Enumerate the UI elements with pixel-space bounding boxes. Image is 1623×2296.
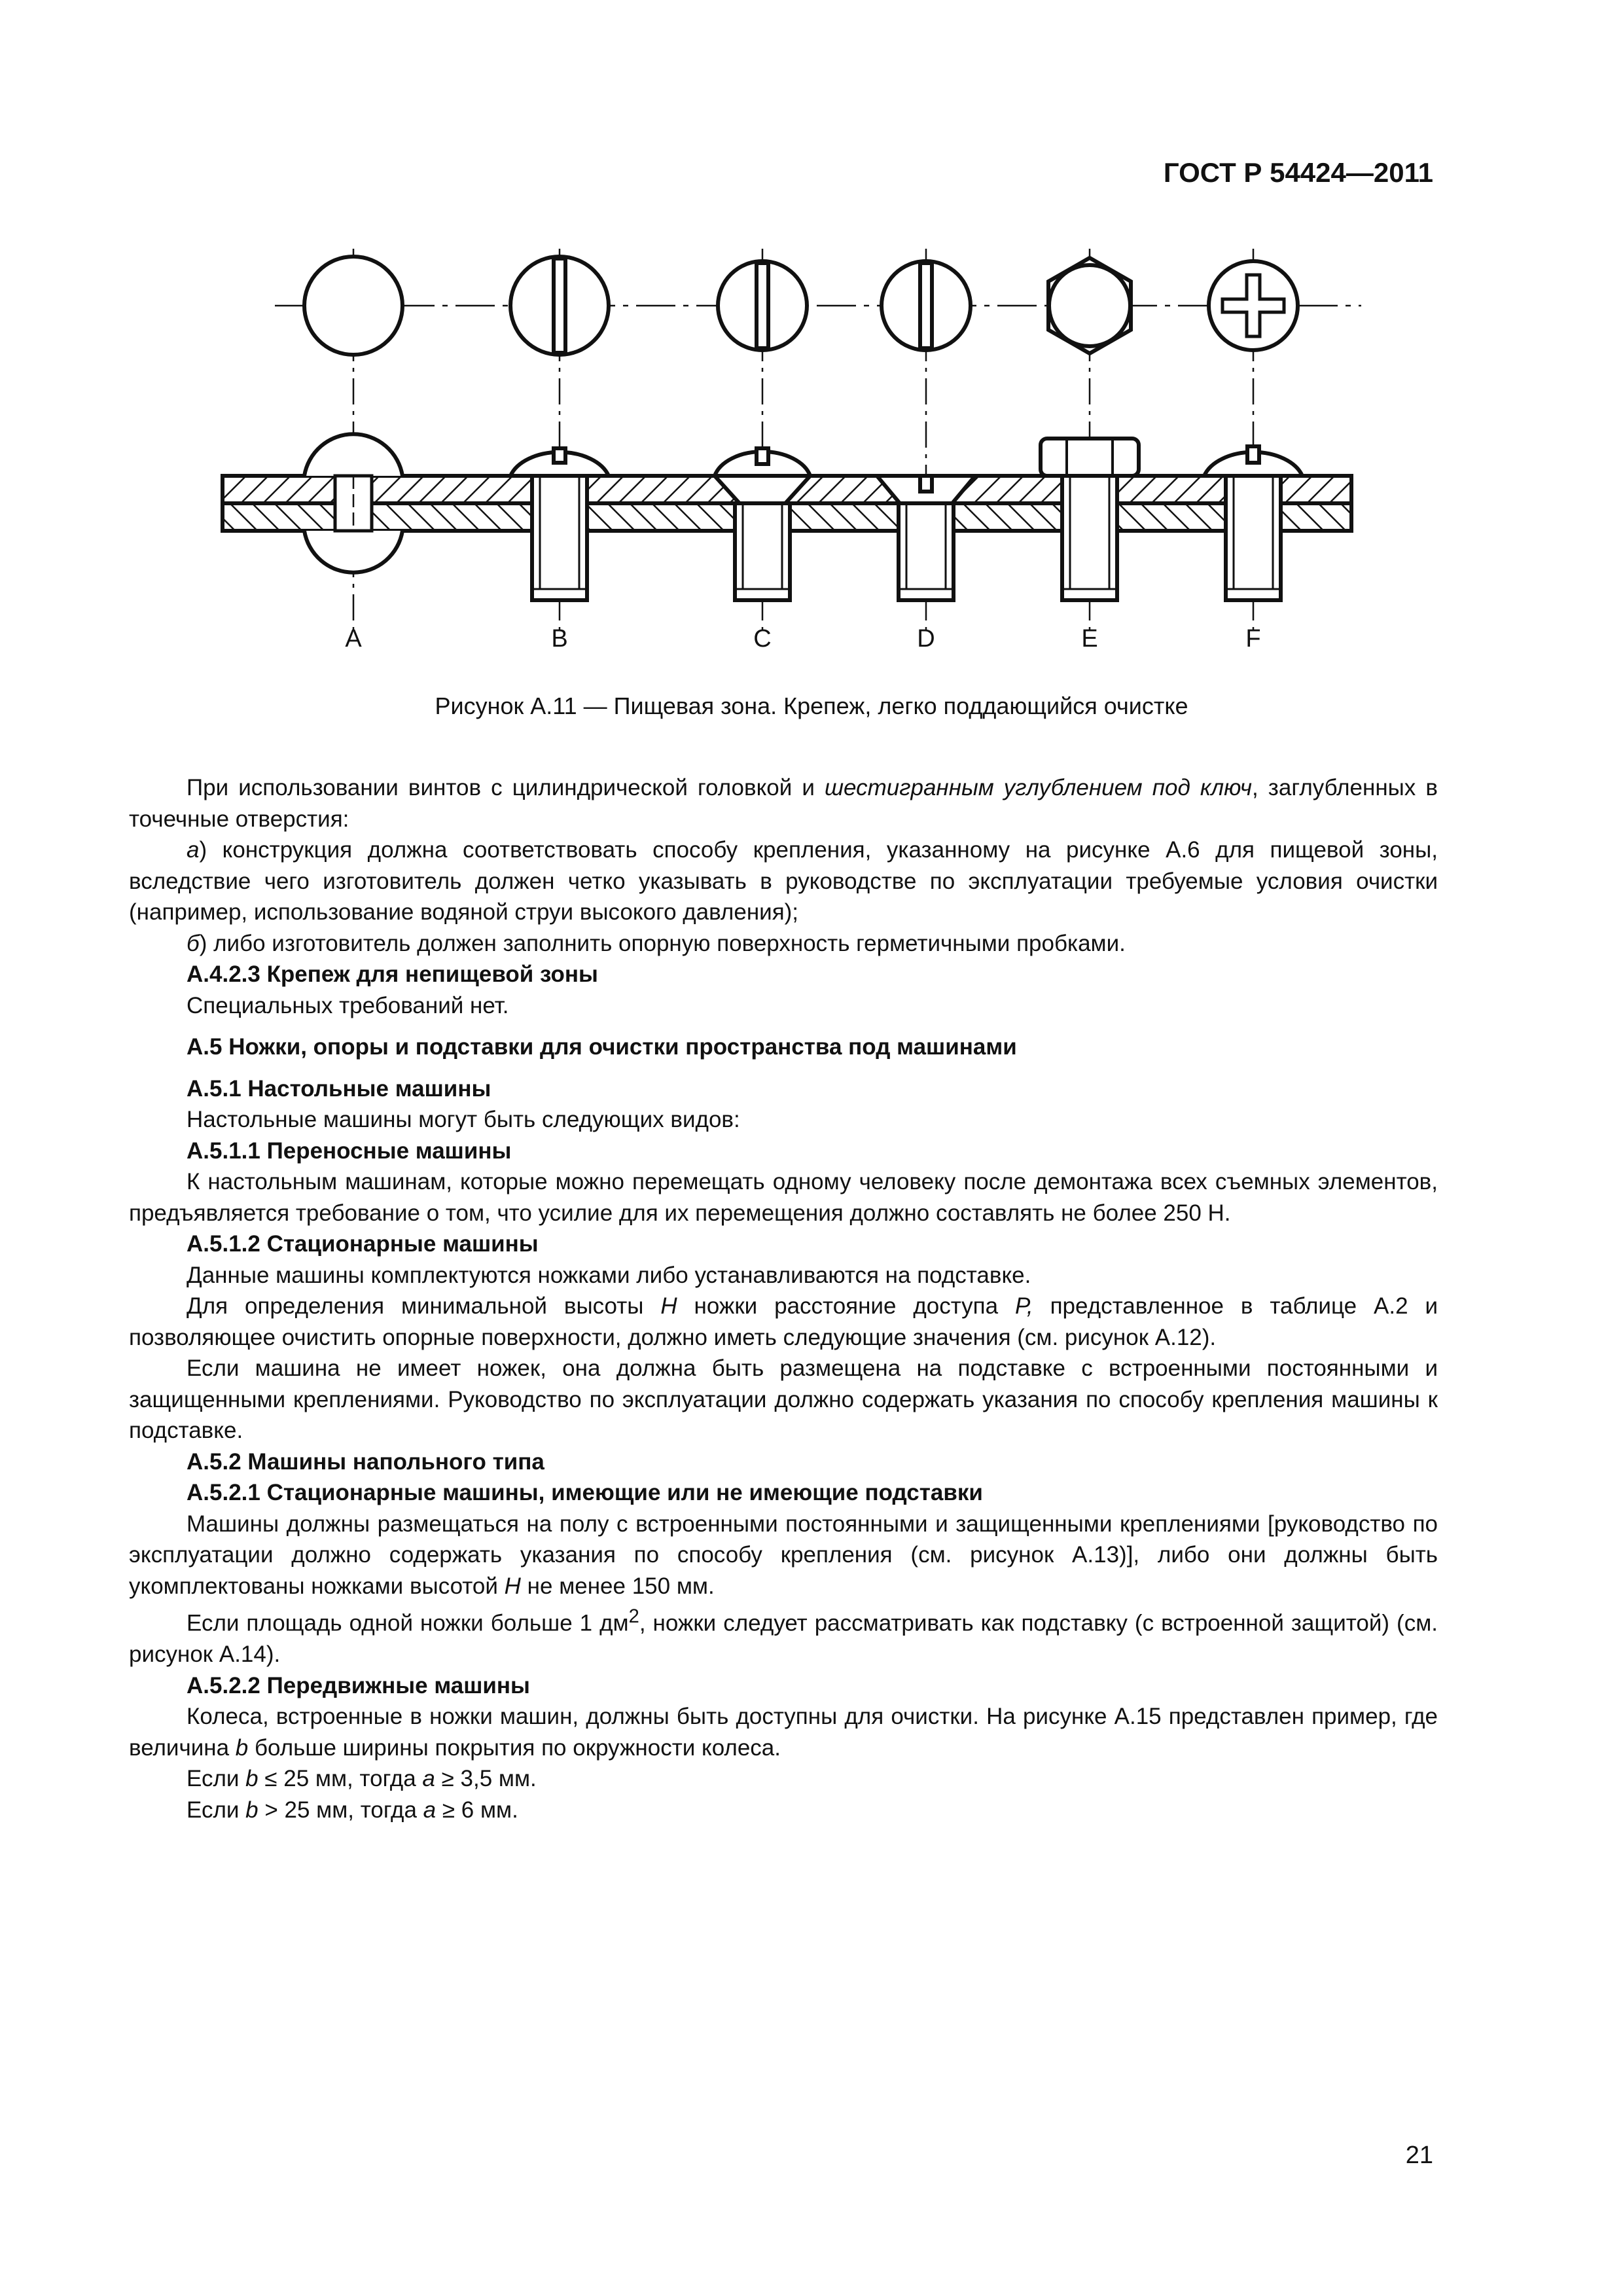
paragraph: Колеса, встроенные в ножки машин, должны быть доступны для очистки. На рисунке А.15 представлен пример, где величина b больше ширины покрытия по окружности колеса. bbox=[129, 1704, 1438, 1761]
page-number: 21 bbox=[1405, 2142, 1433, 2169]
paragraph: Для определения минимальной высоты Н ножки расстояние доступа Р, представленное в таблице А.2 и позволяющее очистить опорные поверхности, должно иметь следующие значения (см. рисунок А.12). bbox=[129, 1293, 1438, 1350]
figure-labels bbox=[0, 625, 1623, 664]
paragraph: Если b > 25 мм, тогда а ≥ 6 мм. bbox=[187, 1797, 518, 1823]
figure-caption: Рисунок А.11 — Пищевая зона. Крепеж, легко поддающийся очистке bbox=[435, 692, 1188, 719]
paragraph: Настольные машины могут быть следующих видов: bbox=[187, 1107, 740, 1132]
section-heading: А.5.1.1 Переносные машины bbox=[187, 1138, 512, 1164]
fastener-figure bbox=[190, 242, 1433, 661]
list-item: а) конструкция должна соответствовать способу крепления, указанному на рисунке А.6 для пищевой зоны, вследствие чего изготовитель должен четко указывать в руководстве по эксплуатации требуемые условия очистки (например, использование водяной струи высокого давления); bbox=[129, 837, 1438, 925]
figure-label-b: B bbox=[551, 625, 568, 653]
paragraph: Машины должны размещаться на полу с встроенными постоянными и защищенными креплениями [руководство по эксплуатации должно содержать указания по способу крепления (см. рисунок А.13)], либо они должны быть укомплектованы ножками высотой Н не менее 150 мм. bbox=[129, 1511, 1438, 1599]
document-body bbox=[129, 772, 1438, 1825]
document-id: ГОСТ Р 54424—2011 bbox=[1163, 157, 1433, 188]
section-heading: А.5.1.2 Стационарные машины bbox=[187, 1231, 539, 1257]
paragraph: Если машина не имеет ножек, она должна быть размещена на подставке с встроенными постоянными и защищенными креплениями. Руководство по эксплуатации должно содержать указания по способу крепления машины к подставке. bbox=[129, 1355, 1438, 1443]
figure-label-c: C bbox=[753, 625, 772, 653]
paragraph: Если площадь одной ножки больше 1 $дм^2$, ножки следует рассматривать как подставку (с встроенной защитой) (см. рисунок А.14). bbox=[129, 1606, 1438, 1668]
fastener-d-section bbox=[877, 476, 975, 600]
figure-label-d: D bbox=[917, 625, 935, 653]
section-heading: А.5.1 Настольные машины bbox=[187, 1075, 491, 1102]
section-heading: А.5.2 Машины напольного типа bbox=[187, 1448, 544, 1475]
section-heading: А.5 Ножки, опоры и подставки для очистки пространства под машинами bbox=[187, 1034, 1017, 1060]
paragraph: Специальных требований нет. bbox=[187, 992, 509, 1018]
paragraph: К настольным машинам, которые можно перемещать одному человеку после демонтажа всех съемных элементов, предъявляется требование о том, что усилие для их перемещения должно составлять не более 250 Н. bbox=[129, 1169, 1438, 1226]
screw-c-slot bbox=[757, 263, 768, 348]
section-heading: А.4.2.3 Крепеж для непищевой зоны bbox=[187, 961, 598, 987]
paragraph: Если b ≤ 25 мм, тогда а ≥ 3,5 мм. bbox=[187, 1766, 537, 1792]
screw-a-top bbox=[304, 257, 402, 355]
screw-d-slot bbox=[920, 263, 932, 348]
paragraph: При использовании винтов с цилиндрической головкой и шестигранным углублением под ключ, заглубленных в точечные отверстия: bbox=[129, 775, 1438, 832]
figure-label-e: E bbox=[1081, 625, 1098, 653]
section-heading: А.5.2.2 Передвижные машины bbox=[187, 1672, 530, 1698]
paragraph: Данные машины комплектуются ножками либо устанавливаются на подставке. bbox=[187, 1262, 1031, 1288]
screw-b-slot bbox=[554, 259, 565, 353]
figure-label-f: F bbox=[1245, 625, 1261, 653]
figure-label-a: A bbox=[345, 625, 362, 653]
list-item: б) либо изготовитель должен заполнить опорную поверхность герметичными пробками. bbox=[187, 930, 1126, 956]
section-heading: А.5.2.1 Стационарные машины, имеющие или не имеющие подставки bbox=[187, 1480, 983, 1505]
